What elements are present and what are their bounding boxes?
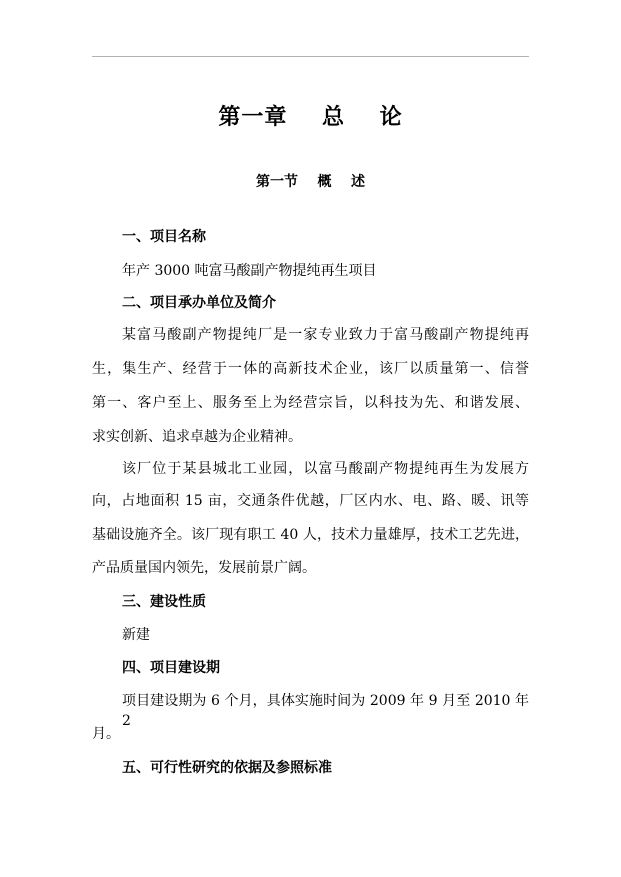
intro-p2-line-4: 产品质量国内领先，发展前景广阔。 xyxy=(92,560,316,576)
intro-p1-line-1: 某富马酸副产物提纯厂是一家专业致力于富马酸副产物提纯再 xyxy=(122,327,529,343)
heading-period: 四、项目建设期 xyxy=(122,660,220,676)
intro-p1-line-3: 第一、客户至上、服务至上为经营宗旨，以科技为先、和谐发展、 xyxy=(92,395,529,411)
header-rule xyxy=(92,56,529,57)
intro-p1-line-4: 求实创新、追求卓越为企业精神。 xyxy=(92,429,302,445)
heading-basis: 五、可行性研究的依据及参照标准 xyxy=(122,760,332,776)
heading-nature: 三、建设性质 xyxy=(122,594,206,610)
intro-p1-line-2: 生，集生产、经营于一体的高新技术企业，该厂以质量第一、信誉 xyxy=(92,361,529,377)
intro-p2-line-1: 该厂位于某县城北工业园，以富马酸副产物提纯再生为发展方 xyxy=(122,461,529,477)
heading-project-name: 一、项目名称 xyxy=(122,229,206,245)
section-title: 第一节 概 述 xyxy=(256,174,365,190)
intro-p2-line-2: 向，占地面积 15 亩，交通条件优越，厂区内水、电、路、暖、讯等 xyxy=(92,493,529,509)
heading-organization: 二、项目承办单位及简介 xyxy=(122,295,276,311)
nature-text: 新建 xyxy=(122,627,150,643)
project-name-text: 年产 3000 吨富马酸副产物提纯再生项目 xyxy=(122,263,377,279)
intro-p2-line-3: 基础设施齐全。该厂现有职工 40 人，技术力量雄厚，技术工艺先进， xyxy=(92,527,529,543)
period-line-2: 月。 xyxy=(92,726,120,742)
period-line-1: 项目建设期为 6 个月，具体实施时间为 2009 年 9 月至 2010 年 2 xyxy=(122,693,529,729)
chapter-title: 第一章 总 论 xyxy=(218,104,403,130)
